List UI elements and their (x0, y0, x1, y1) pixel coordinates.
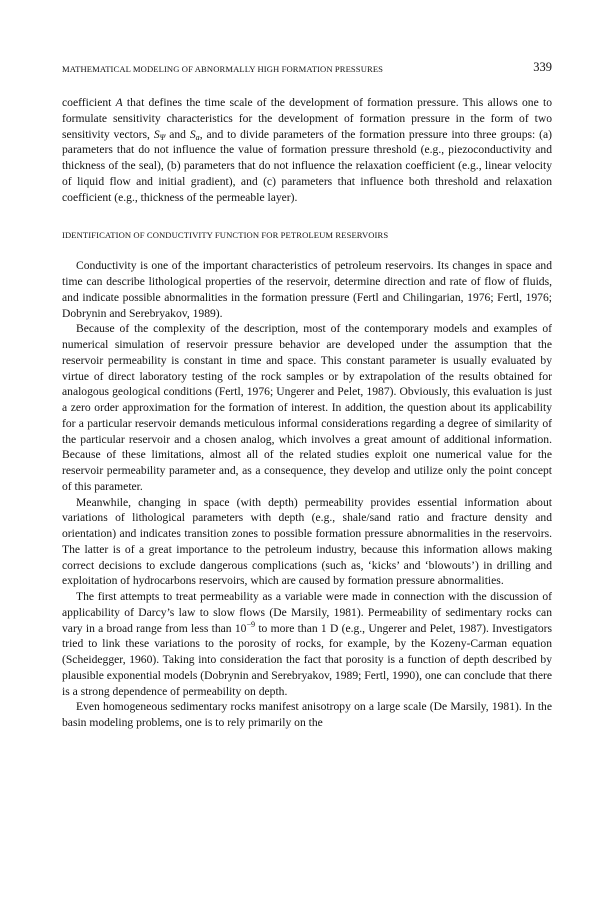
paragraph-depth-permeability: Meanwhile, changing in space (with depth) permeability provides essential information about variations of lithological parameters with depth (e.g., shale/sand ratio and fracture density and orientation) and indicates transition zones to possible formation pressure abnormalities in the reservoirs. The latter is of a great importance to the petroleum industry, because this information allows making correct decisions to exclude dangerous complications (such as, ‘kicks’ and ‘blowouts’) in drilling and exploitation of hydrocarbons reservoirs, which are caused by formation pressure abnormalities. (62, 495, 552, 588)
paragraph-conductivity: Conductivity is one of the important characteristics of petroleum reservoirs. Its changes in space and time can describe lithological properties of the reservoir, determine direction and rate of flow of fluids, and indicate possible abnormalities in the formation pressure (Fertl and Chilingarian, 1976; Fertl, 1976; Dobrynin and Serebryakov, 1989). (62, 259, 552, 320)
paragraph-first-attempts: The first attempts to treat permeability as a variable were made in connection with the discussion of applicability of Darcy’s law to slow flows (De Marsily, 1981). Permeability of sedimentary rocks can vary in a broad range from less than $10^{-9}$ to more than 1 D (e.g., Ungerer and Pelet, 1987). Investigators tried to link these variations to the porosity of rocks, for example, by the Kozeny-Carman equation (Scheidegger, 1960). Taking into consideration the fact that porosity is a function of depth described by plausible exponential models (Dobrynin and Serebryakov, 1989; Fertl, 1990), one can conclude that there is a strong dependence of permeability on depth. (62, 590, 552, 698)
exponent: −9 (246, 619, 256, 629)
paragraph-complexity: Because of the complexity of the description, most of the contemporary models and examples of numerical simulation of reservoir pressure behavior are developed under the assumption that the reservoir permeability is constant in time and space. This constant parameter is usually evaluated by virtue of direct laboratory testing of the rock samples or by extrapolation of the results obtained for analogous geological conditions (Fertl, 1976; Ungerer and Pelet, 1987). Obviously, this evaluation is just a zero order approximation for the formation of interest. In addition, the question about its applicability for a particular reservoir demands meticulous informal considerations regarding a degree of similarity of the particular reservoir and a chosen analog, which involves a great amount of additional information. Because of these limitations, almost all of the related studies exploit one numerical value for the reservoir permeability parameter and, as a consequence, they develop and utilize only the point concept of this parameter. (62, 322, 552, 493)
paragraph-sensitivity: coefficient A that defines the time scale of the development of formation pressure. This allows one to formulate sensitivity characteristics for the development of formation pressure in the form of two sensitivity vectors, $S_\Psi$ and $S_a$, and to divide parameters of the formation pressure into three groups: (a) parameters that do not influence the value of formation pressure threshold (e.g., piezoconductivity and thickness of the seal), (b) parameters that do not influence the relaxation coefficient (e.g., linear velocity of liquid flow and initial gradient), and (c) parameters that influence both threshold and relaxation coefficient (e.g., thickness of the permeable layer). (62, 96, 552, 204)
section-heading: IDENTIFICATION OF CONDUCTIVITY FUNCTION FOR PETROLEUM RESERVOIRS (62, 230, 389, 241)
paragraph-anisotropy: Even homogeneous sedimentary rocks manifest anisotropy on a large scale (De Marsily, 1981). In the basin modeling problems, one is to rely primarily on the (62, 700, 552, 729)
running-head: MATHEMATICAL MODELING OF ABNORMALLY HIGH FORMATION PRESSURES (62, 64, 384, 74)
page-header (62, 60, 552, 80)
page-body (62, 95, 552, 731)
page-number: 339 (533, 60, 552, 74)
symbol-a: A (115, 96, 123, 109)
symbol-s-psi: $S_\Psi$ (153, 127, 166, 142)
symbol-s-a: $S_a$ (189, 127, 200, 142)
